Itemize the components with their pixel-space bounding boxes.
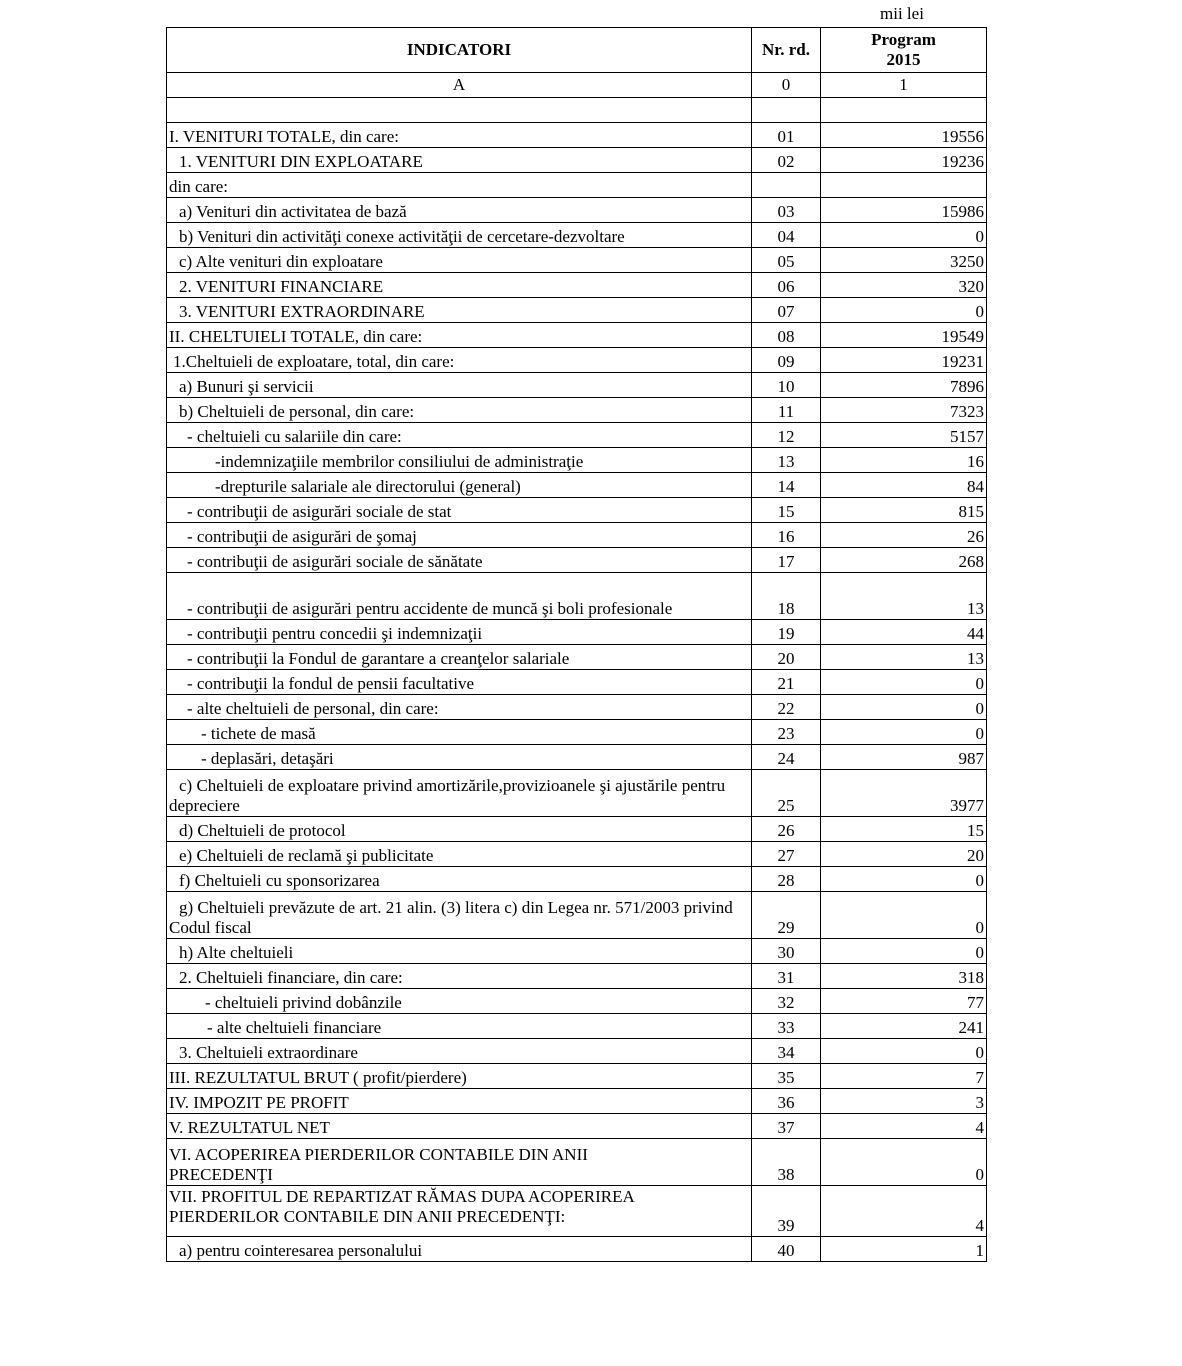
row-nr: 13 bbox=[752, 448, 821, 473]
table-row bbox=[167, 223, 987, 248]
table-row bbox=[167, 1237, 987, 1262]
row-label: - tichete de masă bbox=[167, 720, 752, 745]
table-row bbox=[167, 323, 987, 348]
row-nr: 28 bbox=[752, 867, 821, 892]
row-value: 19231 bbox=[821, 348, 987, 373]
row-label: b) Venituri din activităţi conexe activităţii de cercetare-dezvoltare bbox=[167, 223, 752, 248]
row-nr: 36 bbox=[752, 1089, 821, 1114]
row-value: 0 bbox=[821, 1139, 987, 1186]
table-row bbox=[167, 248, 987, 273]
table-row bbox=[167, 423, 987, 448]
row-value: 15986 bbox=[821, 198, 987, 223]
row-nr: 19 bbox=[752, 620, 821, 645]
row-label: g) Cheltuieli prevăzute de art. 21 alin. (3) litera c) din Legea nr. 571/2003 privind Codul fiscal bbox=[167, 892, 752, 939]
row-nr: 31 bbox=[752, 964, 821, 989]
table-row bbox=[167, 398, 987, 423]
table-row bbox=[167, 1139, 987, 1186]
table-row bbox=[167, 498, 987, 523]
row-label: din care: bbox=[167, 173, 752, 198]
row-value bbox=[821, 173, 987, 198]
row-value: 4 bbox=[821, 1186, 987, 1237]
row-value: 815 bbox=[821, 498, 987, 523]
row-value: 241 bbox=[821, 1014, 987, 1039]
row-nr: 09 bbox=[752, 348, 821, 373]
row-label: 2. Cheltuieli financiare, din care: bbox=[167, 964, 752, 989]
row-label: V. REZULTATUL NET bbox=[167, 1114, 752, 1139]
table-row bbox=[167, 198, 987, 223]
row-label: b) Cheltuieli de personal, din care: bbox=[167, 398, 752, 423]
row-value bbox=[821, 98, 987, 123]
code-0: 0 bbox=[752, 73, 821, 98]
row-value: 84 bbox=[821, 473, 987, 498]
row-label: IV. IMPOZIT PE PROFIT bbox=[167, 1089, 752, 1114]
row-label: 3. VENITURI EXTRAORDINARE bbox=[167, 298, 752, 323]
row-value: 1 bbox=[821, 1237, 987, 1262]
row-value: 26 bbox=[821, 523, 987, 548]
header-indicatori: INDICATORI bbox=[167, 28, 752, 73]
row-value: 13 bbox=[821, 573, 987, 620]
row-value: 20 bbox=[821, 842, 987, 867]
row-label: 2. VENITURI FINANCIARE bbox=[167, 273, 752, 298]
table-row bbox=[167, 892, 987, 939]
table-row bbox=[167, 867, 987, 892]
table-row bbox=[167, 173, 987, 198]
row-label: c) Cheltuieli de exploatare privind amortizările,provizioanele şi ajustările pentru depreciere bbox=[167, 770, 752, 817]
table-row bbox=[167, 573, 987, 620]
row-nr: 32 bbox=[752, 989, 821, 1014]
row-value: 320 bbox=[821, 273, 987, 298]
row-nr: 04 bbox=[752, 223, 821, 248]
row-nr: 33 bbox=[752, 1014, 821, 1039]
row-nr: 23 bbox=[752, 720, 821, 745]
row-nr: 35 bbox=[752, 1064, 821, 1089]
row-label: d) Cheltuieli de protocol bbox=[167, 817, 752, 842]
row-label: a) Venituri din activitatea de bază bbox=[167, 198, 752, 223]
table-row bbox=[167, 1039, 987, 1064]
row-value: 7896 bbox=[821, 373, 987, 398]
row-label: 3. Cheltuieli extraordinare bbox=[167, 1039, 752, 1064]
row-value: 44 bbox=[821, 620, 987, 645]
row-nr: 34 bbox=[752, 1039, 821, 1064]
row-nr: 17 bbox=[752, 548, 821, 573]
row-value: 5157 bbox=[821, 423, 987, 448]
row-nr: 21 bbox=[752, 670, 821, 695]
row-value: 0 bbox=[821, 298, 987, 323]
row-label: - contribuţii de asigurări de şomaj bbox=[167, 523, 752, 548]
row-label: - contribuţii de asigurări sociale de stat bbox=[167, 498, 752, 523]
table-row bbox=[167, 989, 987, 1014]
row-nr: 39 bbox=[752, 1186, 821, 1237]
row-value: 77 bbox=[821, 989, 987, 1014]
row-nr: 05 bbox=[752, 248, 821, 273]
table-row bbox=[167, 1114, 987, 1139]
row-nr: 22 bbox=[752, 695, 821, 720]
row-label: - cheltuieli cu salariile din care: bbox=[167, 423, 752, 448]
row-label: VI. ACOPERIREA PIERDERILOR CONTABILE DIN ANII PRECEDENŢI bbox=[167, 1139, 752, 1186]
row-label: - alte cheltuieli de personal, din care: bbox=[167, 695, 752, 720]
table-row bbox=[167, 817, 987, 842]
row-nr: 14 bbox=[752, 473, 821, 498]
row-nr: 01 bbox=[752, 123, 821, 148]
row-label: - contribuţii de asigurări pentru accidente de muncă şi boli profesionale bbox=[167, 573, 752, 620]
code-a: A bbox=[167, 73, 752, 98]
table-row bbox=[167, 273, 987, 298]
table-row bbox=[167, 842, 987, 867]
row-value: 7323 bbox=[821, 398, 987, 423]
row-value: 16 bbox=[821, 448, 987, 473]
row-value: 3250 bbox=[821, 248, 987, 273]
row-label: - contribuţii la Fondul de garantare a creanţelor salariale bbox=[167, 645, 752, 670]
row-nr: 26 bbox=[752, 817, 821, 842]
row-value: 0 bbox=[821, 695, 987, 720]
row-nr bbox=[752, 173, 821, 198]
row-label: - contribuţii de asigurări sociale de sănătate bbox=[167, 548, 752, 573]
table-row bbox=[167, 964, 987, 989]
row-value: 0 bbox=[821, 720, 987, 745]
row-label: f) Cheltuieli cu sponsorizarea bbox=[167, 867, 752, 892]
header-nr-rd: Nr. rd. bbox=[752, 28, 821, 73]
row-value: 3977 bbox=[821, 770, 987, 817]
row-label: - contribuţii la fondul de pensii facultative bbox=[167, 670, 752, 695]
row-nr: 08 bbox=[752, 323, 821, 348]
row-value: 7 bbox=[821, 1064, 987, 1089]
header-program: Program 2015 bbox=[821, 28, 987, 73]
table-row bbox=[167, 1014, 987, 1039]
row-label: II. CHELTUIELI TOTALE, din care: bbox=[167, 323, 752, 348]
row-label: h) Alte cheltuieli bbox=[167, 939, 752, 964]
row-nr: 25 bbox=[752, 770, 821, 817]
row-value: 0 bbox=[821, 939, 987, 964]
row-value: 15 bbox=[821, 817, 987, 842]
table-row bbox=[167, 523, 987, 548]
row-label: III. REZULTATUL BRUT ( profit/pierdere) bbox=[167, 1064, 752, 1089]
row-label: I. VENITURI TOTALE, din care: bbox=[167, 123, 752, 148]
code-row bbox=[167, 73, 987, 98]
row-label: -drepturile salariale ale directorului (general) bbox=[167, 473, 752, 498]
row-label bbox=[167, 98, 752, 123]
table-row bbox=[167, 123, 987, 148]
indicators-table bbox=[166, 27, 987, 1262]
row-label: - alte cheltuieli financiare bbox=[167, 1014, 752, 1039]
row-value: 318 bbox=[821, 964, 987, 989]
row-nr: 18 bbox=[752, 573, 821, 620]
table-row bbox=[167, 448, 987, 473]
row-nr: 03 bbox=[752, 198, 821, 223]
table-row bbox=[167, 620, 987, 645]
table-row bbox=[167, 1089, 987, 1114]
row-nr: 30 bbox=[752, 939, 821, 964]
row-label: a) pentru cointeresarea personalului bbox=[167, 1237, 752, 1262]
row-value: 0 bbox=[821, 1039, 987, 1064]
row-label: a) Bunuri şi servicii bbox=[167, 373, 752, 398]
row-value: 0 bbox=[821, 223, 987, 248]
row-nr: 16 bbox=[752, 523, 821, 548]
row-nr: 38 bbox=[752, 1139, 821, 1186]
header-row bbox=[167, 28, 987, 73]
row-nr: 27 bbox=[752, 842, 821, 867]
row-nr: 02 bbox=[752, 148, 821, 173]
row-value: 0 bbox=[821, 892, 987, 939]
row-label: 1.Cheltuieli de exploatare, total, din care: bbox=[167, 348, 752, 373]
row-nr: 20 bbox=[752, 645, 821, 670]
row-nr: 06 bbox=[752, 273, 821, 298]
table-row bbox=[167, 548, 987, 573]
row-nr: 12 bbox=[752, 423, 821, 448]
table-row bbox=[167, 720, 987, 745]
row-value: 987 bbox=[821, 745, 987, 770]
row-value: 19549 bbox=[821, 323, 987, 348]
row-label: 1. VENITURI DIN EXPLOATARE bbox=[167, 148, 752, 173]
row-nr: 29 bbox=[752, 892, 821, 939]
table-row bbox=[167, 645, 987, 670]
code-1: 1 bbox=[821, 73, 987, 98]
row-value: 268 bbox=[821, 548, 987, 573]
row-label: e) Cheltuieli de reclamă şi publicitate bbox=[167, 842, 752, 867]
table-row bbox=[167, 939, 987, 964]
row-value: 4 bbox=[821, 1114, 987, 1139]
row-value: 19556 bbox=[821, 123, 987, 148]
row-label: - contribuţii pentru concedii şi indemnizaţii bbox=[167, 620, 752, 645]
row-nr: 07 bbox=[752, 298, 821, 323]
row-nr bbox=[752, 98, 821, 123]
row-value: 0 bbox=[821, 867, 987, 892]
table-row bbox=[167, 1186, 987, 1237]
row-label: c) Alte venituri din exploatare bbox=[167, 248, 752, 273]
table-row bbox=[167, 770, 987, 817]
row-value: 0 bbox=[821, 670, 987, 695]
row-nr: 11 bbox=[752, 398, 821, 423]
row-value: 3 bbox=[821, 1089, 987, 1114]
row-value: 19236 bbox=[821, 148, 987, 173]
table-row bbox=[167, 373, 987, 398]
row-label: VII. PROFITUL DE REPARTIZAT RĂMAS DUPA ACOPERIREA PIERDERILOR CONTABILE DIN ANII PRECEDENŢI: bbox=[167, 1186, 752, 1237]
row-nr: 10 bbox=[752, 373, 821, 398]
row-nr: 40 bbox=[752, 1237, 821, 1262]
table-row bbox=[167, 745, 987, 770]
table-row bbox=[167, 695, 987, 720]
row-value: 13 bbox=[821, 645, 987, 670]
row-nr: 15 bbox=[752, 498, 821, 523]
table-row bbox=[167, 670, 987, 695]
table-row bbox=[167, 298, 987, 323]
table-row bbox=[167, 1064, 987, 1089]
table-row bbox=[167, 348, 987, 373]
row-label: - cheltuieli privind dobânzile bbox=[167, 989, 752, 1014]
unit-label: mii lei bbox=[880, 4, 924, 23]
table-row bbox=[167, 98, 987, 123]
row-nr: 24 bbox=[752, 745, 821, 770]
row-label: -indemnizaţiile membrilor consiliului de administraţie bbox=[167, 448, 752, 473]
row-nr: 37 bbox=[752, 1114, 821, 1139]
table-row bbox=[167, 148, 987, 173]
row-label: - deplasări, detaşări bbox=[167, 745, 752, 770]
table-row bbox=[167, 473, 987, 498]
